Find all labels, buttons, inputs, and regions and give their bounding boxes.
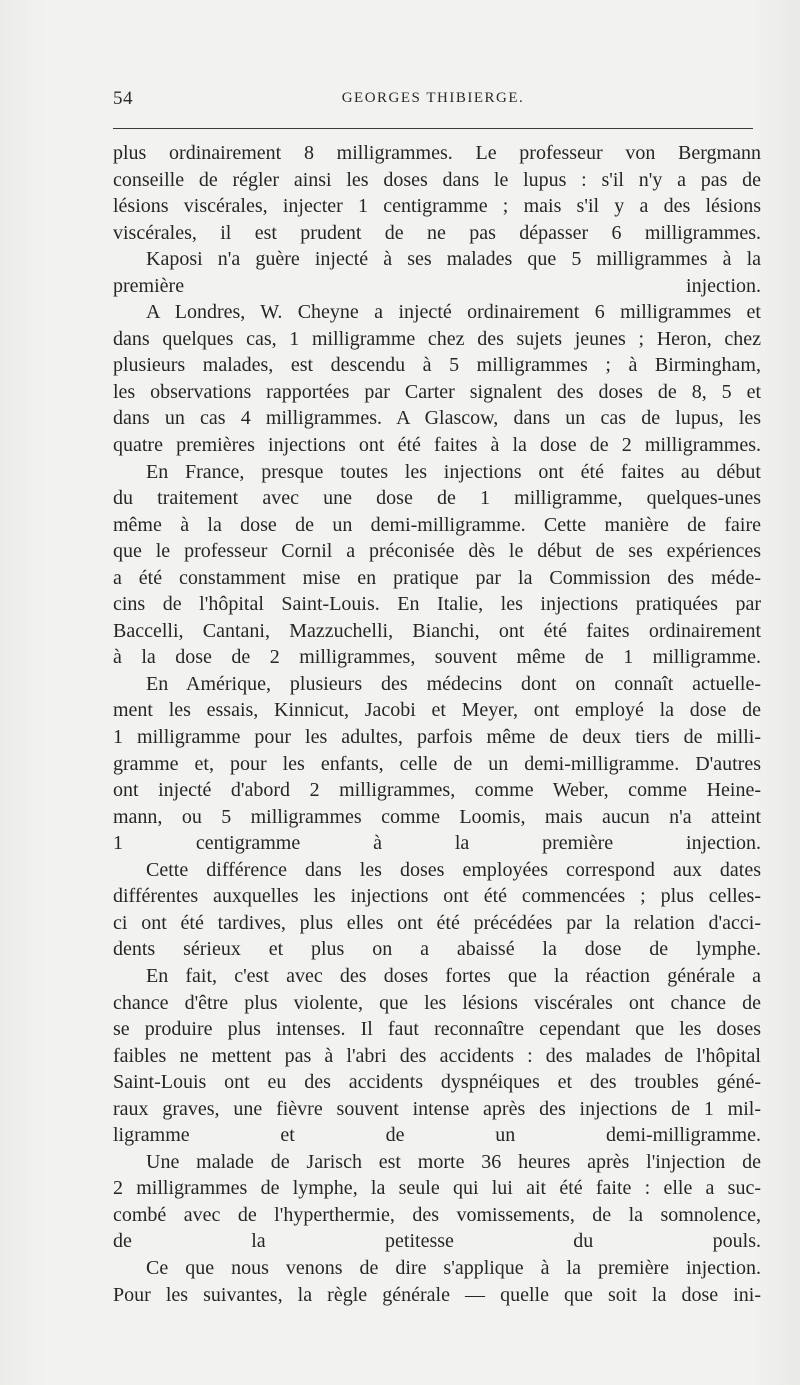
- paragraph: [113, 1255, 761, 1308]
- text-line: de la petitesse du pouls.: [113, 1230, 761, 1253]
- paragraph: [113, 1149, 761, 1255]
- text-line: différentes auxquelles les injections ont été commencées ; plus celles-: [113, 885, 761, 908]
- running-head: GEORGES THIBIERGE.: [341, 90, 525, 106]
- text-line: dans un cas 4 milligrammes. A Glascow, dans un cas de lupus, les: [113, 407, 761, 430]
- page-number: 54: [113, 88, 133, 109]
- text-line: ment les essais, Kinnicut, Jacobi et Meyer, ont employé la dose de: [113, 699, 761, 722]
- text-line: même à la dose de un demi-milligramme. Cette manière de faire: [113, 513, 761, 536]
- text-line: faibles ne mettent pas à l'abri des accidents : des malades de l'hôpital: [113, 1044, 761, 1067]
- text-line: gramme et, pour les enfants, celle de un demi-milligramme. D'autres: [113, 752, 761, 775]
- text-line: dents sérieux et plus on a abaissé la dose de lymphe.: [113, 938, 761, 961]
- paragraph: [113, 459, 761, 671]
- text-line: à la dose de 2 milligrammes, souvent même de 1 milligramme.: [113, 646, 761, 669]
- text-line: ligramme et de un demi-milligramme.: [113, 1124, 761, 1147]
- text-line: plus ordinairement 8 milligrammes. Le professeur von Bergmann: [113, 142, 761, 164]
- text-line: Baccelli, Cantani, Mazzuchelli, Bianchi, ont été faites ordinairement: [113, 619, 761, 642]
- body-text: [113, 140, 761, 1308]
- paragraph: [113, 246, 761, 299]
- text-line: 1 milligramme pour les adultes, parfois même de deux tiers de milli-: [113, 726, 761, 749]
- text-line: que le professeur Cornil a préconisée dès le début de ses expériences: [113, 540, 761, 563]
- text-line: Cette différence dans les doses employées correspond aux dates: [146, 858, 761, 881]
- text-line: du traitement avec une dose de 1 milligramme, quelques-unes: [113, 487, 761, 510]
- text-line: Kaposi n'a guère injecté à ses malades que 5 milligrammes à la: [146, 248, 761, 271]
- text-line: Saint-Louis ont eu des accidents dyspnéiques et des troubles géné-: [113, 1071, 761, 1094]
- text-line: se produire plus intenses. Il faut reconnaître cependant que les doses: [113, 1018, 761, 1041]
- paragraph: [113, 299, 761, 458]
- paragraph: [113, 671, 761, 857]
- text-line: chance d'être plus violente, que les lésions viscérales ont chance de: [113, 991, 761, 1014]
- text-line: cins de l'hôpital Saint-Louis. En Italie, les injections pratiquées par: [113, 593, 761, 616]
- header-rule: [113, 128, 753, 129]
- text-line: raux graves, une fièvre souvent intense après des injections de 1 mil-: [113, 1097, 761, 1120]
- text-line: En Amérique, plusieurs des médecins dont on connaît actuelle-: [146, 672, 761, 695]
- text-line: viscérales, il est prudent de ne pas dépasser 6 milligrammes.: [113, 221, 761, 244]
- page-header: [113, 88, 753, 114]
- text-line: A Londres, W. Cheyne a injecté ordinairement 6 milligrammes et: [146, 301, 761, 324]
- text-line: dans quelques cas, 1 milligramme chez des sujets jeunes ; Heron, chez: [113, 327, 761, 350]
- text-line: Ce que nous venons de dire s'applique à la première injection.: [146, 1256, 761, 1279]
- text-line: quatre premières injections ont été faites à la dose de 2 milligrammes.: [113, 434, 761, 457]
- text-line: 2 milligrammes de lymphe, la seule qui lui ait été faite : elle a suc-: [113, 1177, 761, 1200]
- text-line: En fait, c'est avec des doses fortes que la réaction générale a: [146, 964, 761, 987]
- text-line: Pour les suivantes, la règle générale — quelle que soit la dose ini-: [113, 1283, 761, 1306]
- paragraph: [113, 140, 761, 246]
- text-line: plusieurs malades, est descendu à 5 milligrammes ; à Birmingham,: [113, 354, 761, 377]
- text-line: ont injecté d'abord 2 milligrammes, comme Weber, comme Heine-: [113, 779, 761, 802]
- text-line: première injection.: [113, 274, 761, 297]
- text-line: En France, presque toutes les injections ont été faites au début: [146, 460, 761, 483]
- text-line: ci ont été tardives, plus elles ont été précédées par la relation d'acci-: [113, 911, 761, 934]
- text-line: Une malade de Jarisch est morte 36 heures après l'injection de: [146, 1150, 761, 1173]
- text-line: mann, ou 5 milligrammes comme Loomis, mais aucun n'a atteint: [113, 805, 761, 828]
- text-line: 1 centigramme à la première injection.: [113, 832, 761, 855]
- paragraph: [113, 963, 761, 1149]
- paragraph: [113, 857, 761, 963]
- text-line: conseille de régler ainsi les doses dans le lupus : s'il n'y a pas de: [113, 168, 761, 191]
- text-line: combé avec de l'hyperthermie, des vomissements, de la somnolence,: [113, 1203, 761, 1226]
- text-line: a été constamment mise en pratique par la Commission des méde-: [113, 566, 761, 589]
- text-line: lésions viscérales, injecter 1 centigramme ; mais s'il y a des lésions: [113, 195, 761, 218]
- text-line: les observations rapportées par Carter signalent des doses de 8, 5 et: [113, 380, 761, 403]
